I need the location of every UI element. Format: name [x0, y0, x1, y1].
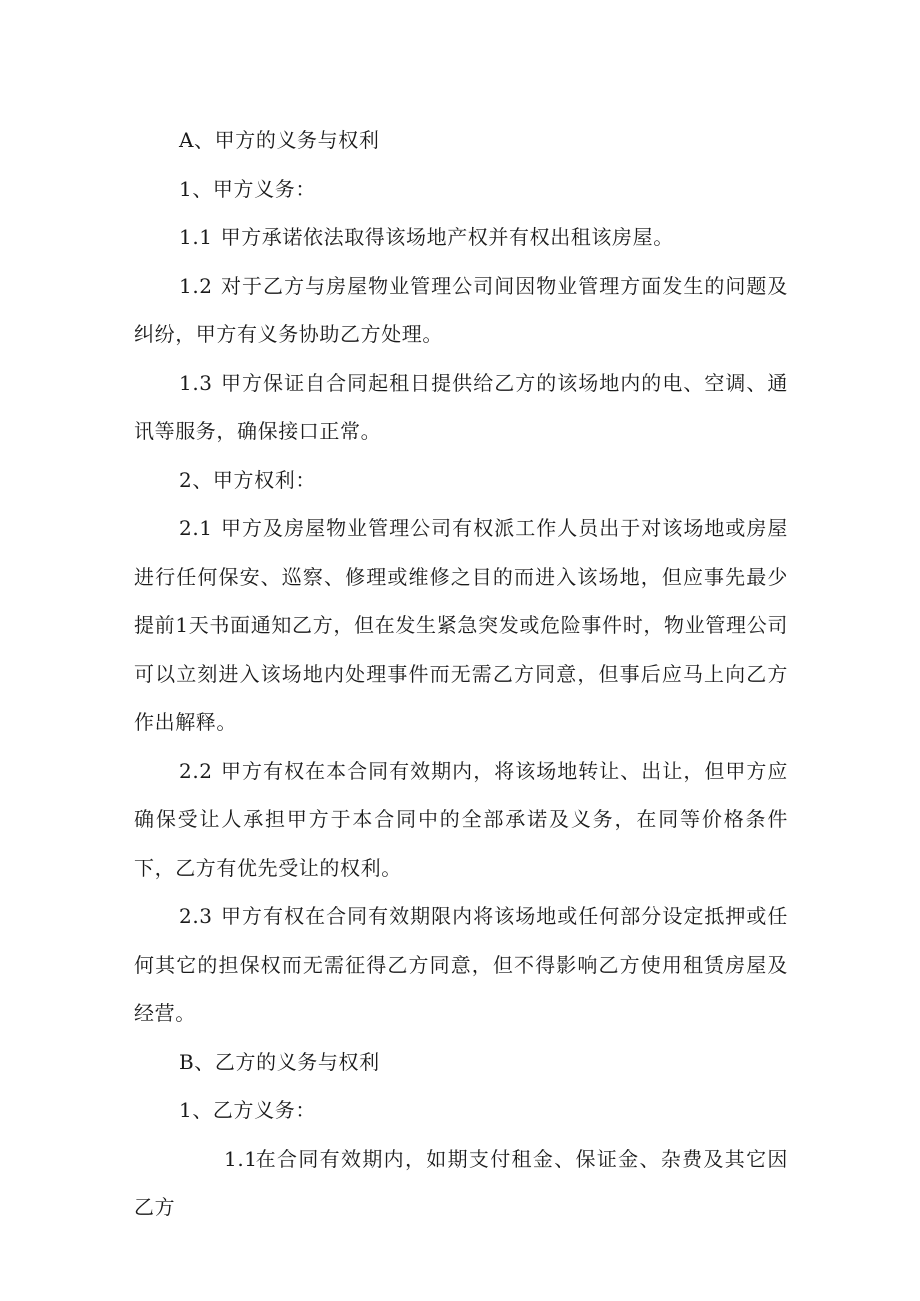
clause-text: 甲方有权在本合同有效期内，将该场地转让、出让，但甲方应确保受让人承担甲方于本合同中的全部承诺及义务，在同等价格条件下，乙方有优先受让的权利。 — [134, 758, 788, 880]
clause-text: 在合同有效期内，如期支付租金、保证金、杂费及其它因乙方 — [134, 1146, 788, 1219]
clause-text: 甲方有权在合同有效期限内将该场地或任何部分设定抵押或任何其它的担保权而无需征得乙方同意，但不得影响乙方使用租赁房屋及经营。 — [134, 904, 788, 1025]
paragraph-text: A、甲方的义务与权利 — [179, 128, 380, 152]
clause-number: 1.3 — [179, 370, 213, 395]
clause-1-1 — [134, 213, 788, 262]
paragraph-text: 2、甲方权利： — [179, 467, 316, 492]
heading-party-a-rights — [134, 456, 788, 505]
clause-2-1 — [134, 504, 788, 747]
clause-text: 甲方保证自合同起租日提供给乙方的该场地内的电、空调、通讯等服务，确保接口正常。 — [134, 370, 788, 443]
paragraph-text: B、乙方的义务与权利 — [179, 1049, 380, 1074]
clause-2-3 — [134, 892, 788, 1038]
heading-party-a-obligations — [134, 165, 788, 214]
clause-1-3 — [134, 359, 788, 456]
clause-text: 甲方及房屋物业管理公司有权派工作人员出于对该场地或房屋进行任何保安、巡察、修理或维修之目的而进入该场地，但应事先最少提前1天书面通知乙方，但在发生紧急突发或危险事件时，物业管理公司可以立刻进入该场地内处理事件而无需乙方同意，但事后应马上向乙方作出解释。 — [134, 516, 788, 734]
clause-number: 2.3 — [179, 904, 213, 928]
heading-party-b-obligations-rights — [134, 1038, 788, 1087]
heading-party-a-obligations-rights — [134, 116, 788, 165]
clause-number: 1.2 — [179, 273, 213, 298]
paragraph-text: 1、乙方义务： — [179, 1098, 316, 1122]
clause-number: 2.1 — [179, 516, 213, 540]
clause-2-2 — [134, 747, 788, 893]
clause-number: 2.2 — [179, 758, 213, 783]
clause-text: 甲方承诺依法取得该场地产权并有权出租该房屋。 — [220, 225, 674, 249]
clause-b-1-1 — [134, 1135, 788, 1232]
clause-text: 对于乙方与房屋物业管理公司间因物业管理方面发生的问题及纠纷，甲方有义务协助乙方处理。 — [134, 273, 788, 346]
clause-1-2 — [134, 262, 788, 359]
document-body — [134, 116, 788, 1232]
heading-party-b-obligations — [134, 1086, 788, 1135]
clause-number: 1.1 — [224, 1146, 258, 1171]
paragraph-text: 1、甲方义务： — [179, 176, 316, 201]
clause-number: 1.1 — [179, 225, 213, 249]
